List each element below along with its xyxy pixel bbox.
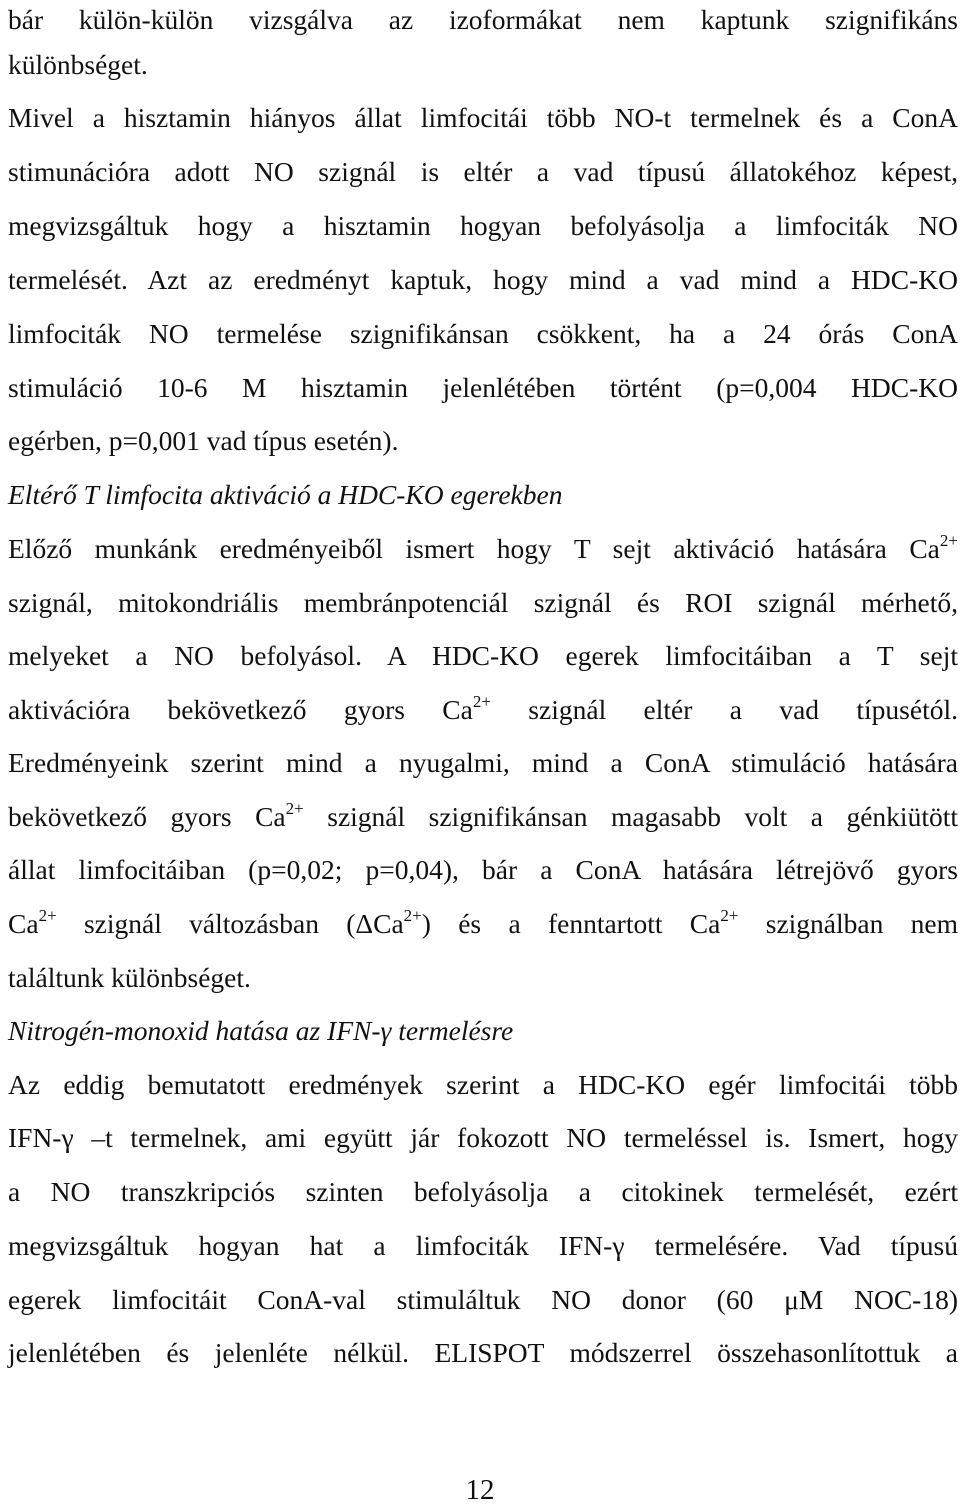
text-line: különbséget. [8,49,148,80]
text-line: stimuláció 10-6 M hisztamin jelenlétében történt (p=0,004 HDC-KO [8,372,958,403]
text-line: melyeket a NO befolyásol. A HDC-KO egerek limfocitáiban a T sejt [8,640,958,671]
text-line: aktivációra bekövetkező gyors $Ca^{2+}$ szignál eltér a vad típusétól. [8,692,958,725]
section-heading: Eltérő T limfocita aktiváció a HDC-KO egerekben [8,479,563,510]
text-line: a NO transzkripciós szinten befolyásolja a citokinek termelését, ezért [8,1176,958,1207]
text-line: megvizsgáltuk hogyan hat a limfociták IFN-γ termelésére. Vad típusú [8,1230,958,1261]
text-line: Eredményeink szerint mind a nyugalmi, mind a ConA stimuláció hatására [8,747,958,778]
text-line: állat limfocitáiban (p=0,02; p=0,04), bár a ConA hatására létrejövő gyors [8,854,958,885]
text-line: szignál, mitokondriális membránpotenciál szignál és ROI szignál mérhető, [8,587,958,618]
text-line: egerek limfocitáit ConA-val stimuláltuk NO donor (60 μM NOC-18) [8,1284,958,1315]
section-heading: Nitrogén-monoxid hatása az IFN-γ termelésre [8,1015,514,1046]
text-line: Mivel a hisztamin hiányos állat limfocitái több NO-t termelnek és a ConA [8,102,958,133]
text-line: jelenlétében és jelenléte nélkül. ELISPOT módszerrel összehasonlítottuk a [8,1337,958,1368]
text-line: találtunk különbséget. [8,962,251,993]
text-line: $Ca^{2+}$ szignál változásban (ΔCa$^{2+}$) és a fenntartott $Ca^{2+}$ szignálban nem [8,906,959,939]
text-line: Az eddig bemutatott eredmények szerint a HDC-KO egér limfocitái több [8,1069,958,1100]
text-line: bár külön-külön vizsgálva az izoformákat nem kaptunk szignifikáns [8,4,958,35]
text-line: megvizsgáltuk hogy a hisztamin hogyan befolyásolja a limfociták NO [8,210,958,241]
text-line: Előző munkánk eredményeiből ismert hogy T sejt aktiváció hatására $Ca^{2+}$ [8,531,958,564]
text-line: termelését. Azt az eredményt kaptuk, hogy mind a vad mind a HDC-KO [8,264,958,295]
text-line: IFN-γ –t termelnek, ami együtt jár fokozott NO termeléssel is. Ismert, hogy [8,1122,958,1153]
text-line: limfociták NO termelése szignifikánsan csökkent, ha a 24 órás ConA [8,318,958,349]
text-line: egérben, p=0,001 vad típus esetén). [8,425,399,456]
text-line: stimunációra adott NO szignál is eltér a vad típusú állatokéhoz képest, [8,156,958,187]
text-line: bekövetkező gyors $Ca^{2+}$ szignál szignifikánsan magasabb volt a génkiütött [8,799,958,832]
page-number: 12 [465,1474,495,1506]
